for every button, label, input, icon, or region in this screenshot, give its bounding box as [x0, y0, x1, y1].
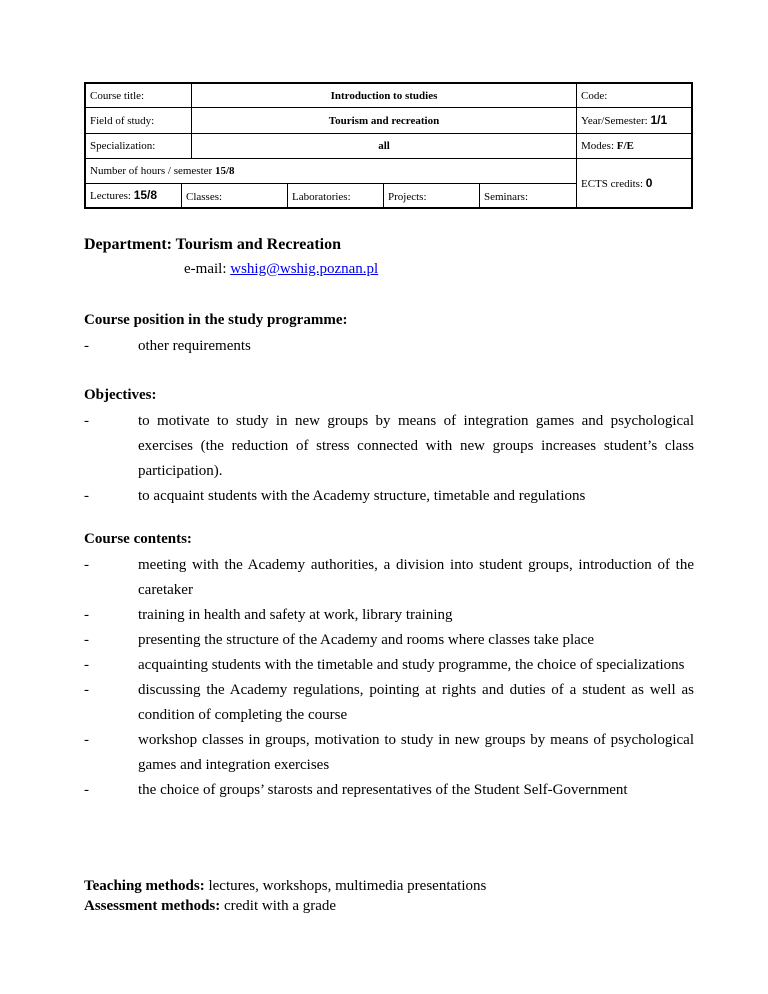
assessment-methods-line	[84, 896, 694, 916]
department-heading: Department: Tourism and Recreation	[84, 236, 342, 253]
hours-value: 15/8	[214, 165, 235, 177]
ects-value: 0	[645, 176, 653, 190]
field-of-study-value: Tourism and recreation	[328, 115, 440, 127]
code-label: Code:	[581, 90, 608, 102]
modes-cell	[581, 139, 634, 153]
course-contents-heading: Course contents:	[84, 531, 192, 547]
lectures-value: 15/8	[133, 188, 158, 202]
dash-bullet: -	[84, 657, 89, 673]
ects-label: ECTS credits:	[581, 178, 644, 190]
assessment-methods-label: Assessment methods:	[84, 898, 221, 914]
list-item: - meeting with the Academy authorities, a division into student groups, introduction of the caretaker	[84, 553, 694, 603]
list-item: - the choice of groups’ starosts and representatives of the Student Self-Government	[84, 778, 694, 803]
year-semester-cell	[581, 113, 667, 128]
table-rule	[287, 183, 288, 207]
table-rule	[86, 133, 691, 134]
projects-label: Projects:	[388, 191, 427, 203]
table-rule	[86, 158, 691, 159]
lectures-label: Lectures:	[90, 190, 131, 202]
dash-bullet: -	[84, 338, 89, 354]
objectives-heading: Objectives:	[84, 387, 157, 403]
list-item: - workshop classes in groups, motivation to study in new groups by means of psychological games and integration exercises	[84, 728, 694, 778]
teaching-methods-value: lectures, workshops, multimedia presentations	[208, 878, 487, 894]
table-rule	[86, 107, 691, 108]
dash-bullet: -	[84, 413, 89, 429]
year-semester-value: 1/1	[650, 113, 668, 127]
modes-label: Modes:	[581, 140, 614, 152]
classes-label: Classes:	[186, 191, 223, 203]
teaching-methods-line	[84, 876, 694, 896]
course-title-value: Introduction to studies	[330, 90, 438, 102]
table-rule	[576, 84, 577, 207]
methods-section	[84, 876, 694, 916]
table-rule	[383, 183, 384, 207]
email-link[interactable]: wshig@wshig.poznan.pl	[230, 261, 379, 277]
teaching-methods-label: Teaching methods:	[84, 878, 205, 894]
list-item: - acquainting students with the timetable and study programme, the choice of specializations	[84, 653, 694, 678]
specialization-value: all	[378, 140, 390, 152]
table-rule	[86, 183, 576, 184]
list-item: - to motivate to study in new groups by means of integration games and psychological exercises (the reduction of stress connected with new groups increases student’s class participation).	[84, 409, 694, 484]
hours-cell	[90, 164, 235, 178]
field-of-study-label: Field of study:	[90, 115, 155, 127]
modes-value: F/E	[616, 140, 634, 152]
course-position-section	[84, 310, 694, 359]
list-item: - training in health and safety at work, library training	[84, 603, 694, 628]
table-rule	[181, 183, 182, 207]
year-semester-label: Year/Semester:	[581, 115, 648, 127]
department-section	[84, 235, 694, 279]
objectives-section	[84, 385, 694, 509]
laboratories-label: Laboratories:	[292, 191, 351, 203]
course-title-label: Course title:	[90, 90, 145, 102]
list-item: - other requirements	[84, 334, 694, 359]
dash-bullet: -	[84, 607, 89, 623]
dash-bullet: -	[84, 732, 89, 748]
dash-bullet: -	[84, 632, 89, 648]
dash-bullet: -	[84, 557, 89, 573]
list-item: - discussing the Academy regulations, pointing at rights and duties of a student as well as condition of completing the course	[84, 678, 694, 728]
course-position-heading: Course position in the study programme:	[84, 312, 348, 328]
assessment-methods-value: credit with a grade	[224, 898, 337, 914]
ects-cell	[581, 176, 652, 191]
course-info-table	[84, 82, 693, 209]
table-rule	[479, 183, 480, 207]
list-item: - to acquaint students with the Academy structure, timetable and regulations	[84, 484, 694, 509]
email-label: e-mail:	[184, 261, 227, 277]
dash-bullet: -	[84, 488, 89, 504]
course-contents-section	[84, 529, 694, 803]
list-item: - presenting the structure of the Academy and rooms where classes take place	[84, 628, 694, 653]
lectures-cell	[90, 188, 157, 203]
specialization-label: Specialization:	[90, 140, 156, 152]
seminars-label: Seminars:	[484, 191, 528, 203]
hours-label: Number of hours / semester	[90, 165, 213, 177]
dash-bullet: -	[84, 782, 89, 798]
department-email-line	[84, 259, 694, 279]
dash-bullet: -	[84, 682, 89, 698]
